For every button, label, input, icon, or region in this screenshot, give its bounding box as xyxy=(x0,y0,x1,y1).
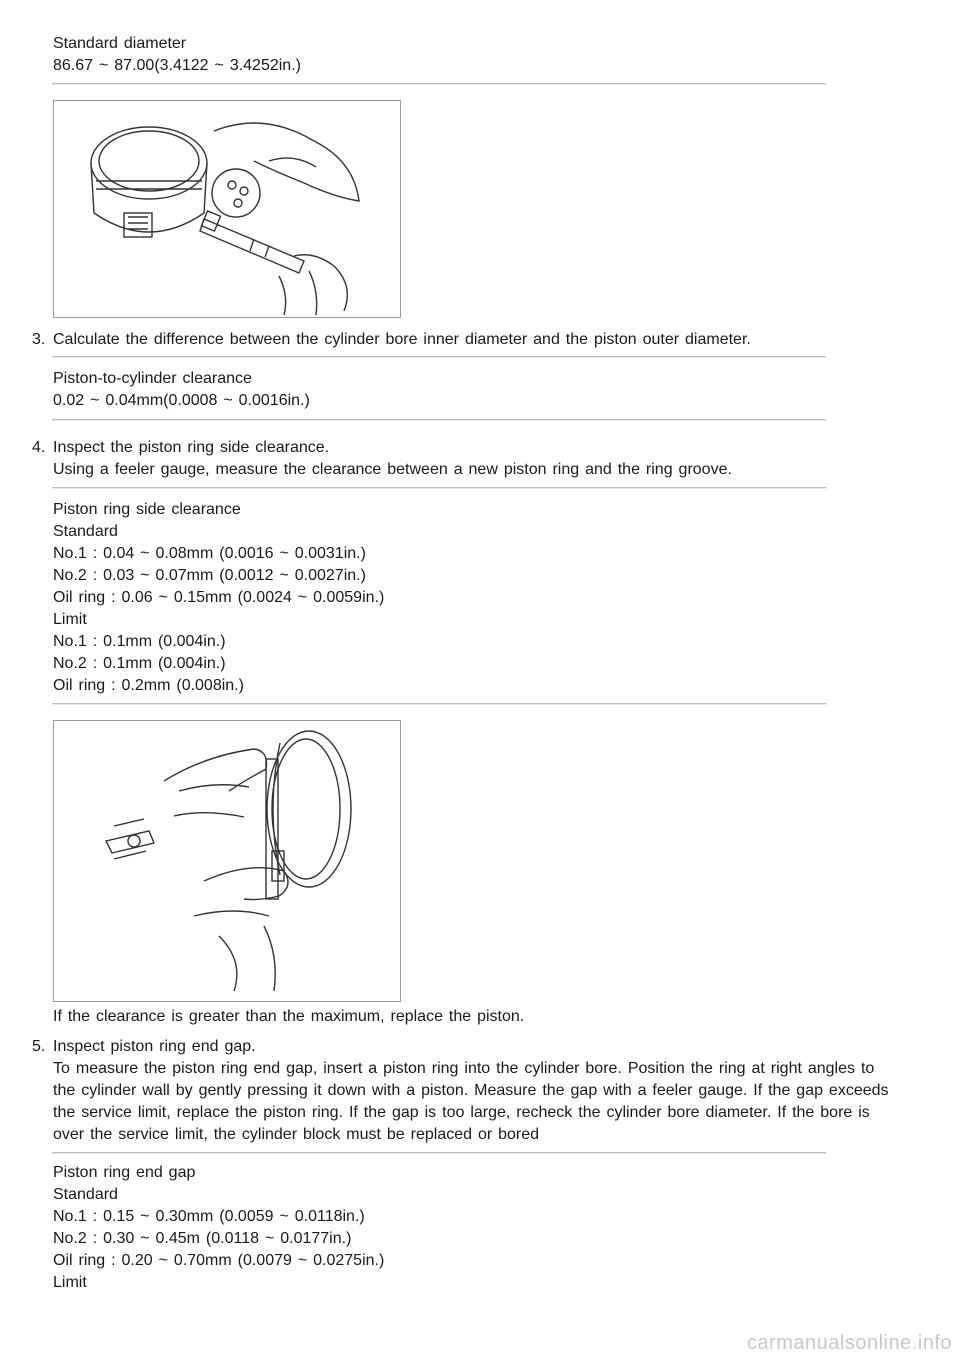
spec-line: 0.02 ~ 0.04mm(0.0008 ~ 0.0016in.) xyxy=(53,392,310,409)
divider xyxy=(52,1152,826,1154)
step-4-note: If the clearance is greater than the maximum, replace the piston. xyxy=(53,1008,525,1025)
spec-line: 86.67 ~ 87.00(3.4122 ~ 3.4252in.) xyxy=(53,57,301,74)
spec-line: Standard xyxy=(53,523,118,540)
step-3-text: Calculate the difference between the cylinder bore inner diameter and the piston outer diameter. xyxy=(53,331,751,348)
spec-line: No.2 : 0.1mm (0.004in.) xyxy=(53,655,226,672)
spec-line: Oil ring : 0.20 ~ 0.70mm (0.0079 ~ 0.0275in.) xyxy=(53,1252,385,1269)
spec-line: Standard xyxy=(53,1186,118,1203)
divider xyxy=(52,487,826,489)
spec-line: Limit xyxy=(53,1274,87,1291)
divider xyxy=(52,703,826,705)
step-5-line: To measure the piston ring end gap, insert a piston ring into the cylinder bore. Position the ring at right angles to xyxy=(53,1060,875,1077)
watermark: carmanualsonline.info xyxy=(746,1332,952,1354)
spec-line: No.1 : 0.1mm (0.004in.) xyxy=(53,633,226,650)
step-5-line: the service limit, replace the piston ring. If the gap is too large, recheck the cylinder bore diameter. If the bore is xyxy=(53,1104,870,1121)
spec-line: Piston ring end gap xyxy=(53,1164,196,1181)
figure-feeler-gauge xyxy=(53,720,401,1002)
spec-line: No.2 : 0.03 ~ 0.07mm (0.0012 ~ 0.0027in.) xyxy=(53,567,366,584)
spec-line: No.2 : 0.30 ~ 0.45m (0.0118 ~ 0.0177in.) xyxy=(53,1230,352,1247)
step-number-3: 3. xyxy=(32,331,46,348)
step-5-line: Inspect piston ring end gap. xyxy=(53,1038,256,1055)
step-4-line: Inspect the piston ring side clearance. xyxy=(53,439,330,456)
step-4-line: Using a feeler gauge, measure the clearance between a new piston ring and the ring groove. xyxy=(53,461,732,478)
spec-line: Piston-to-cylinder clearance xyxy=(53,370,252,387)
spec-line: Oil ring : 0.2mm (0.008in.) xyxy=(53,677,244,694)
step-5-line: over the service limit, the cylinder block must be replaced or bored xyxy=(53,1126,540,1143)
piston-micrometer-illustration xyxy=(54,101,400,317)
feeler-gauge-illustration xyxy=(54,721,400,1001)
spec-line: No.1 : 0.04 ~ 0.08mm (0.0016 ~ 0.0031in.) xyxy=(53,545,366,562)
step-number-5: 5. xyxy=(32,1038,46,1055)
divider xyxy=(52,419,826,421)
spec-line: Standard diameter xyxy=(53,35,187,52)
spec-line: Oil ring : 0.06 ~ 0.15mm (0.0024 ~ 0.0059in.) xyxy=(53,589,385,606)
step-5-line: the cylinder wall by gently pressing it down with a piston. Measure the gap with a feeler gauge. If the gap exceeds xyxy=(53,1082,889,1099)
figure-piston-micrometer xyxy=(53,100,401,318)
step-number-4: 4. xyxy=(32,439,46,456)
spec-line: Piston ring side clearance xyxy=(53,501,241,518)
spec-line: Limit xyxy=(53,611,87,628)
spec-line: No.1 : 0.15 ~ 0.30mm (0.0059 ~ 0.0118in.) xyxy=(53,1208,365,1225)
divider xyxy=(52,356,826,358)
divider xyxy=(52,83,826,85)
